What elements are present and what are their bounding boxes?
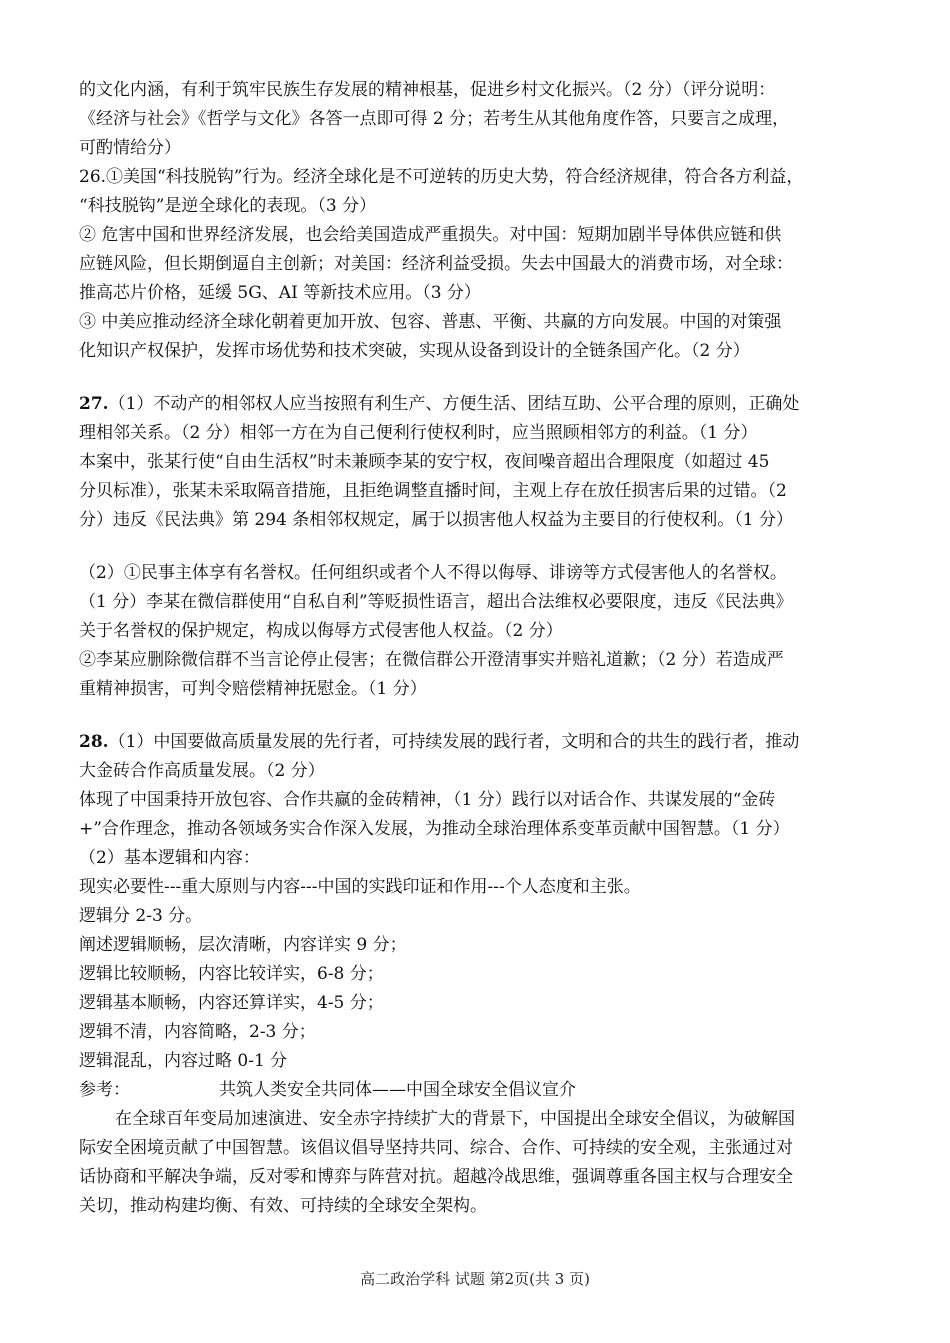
question-number: 28. xyxy=(79,732,109,752)
text-line: 本案中，张某行使“自由生活权”时未兼顾李某的安宁权，夜间噪音超出合理限度（如超过 45 xyxy=(79,452,770,472)
text-line: 重精神损害，可判令赔偿精神抚慰金。（1 分） xyxy=(79,679,427,699)
text-line: 26.①美国“科技脱钩”行为。经济全球化是不可逆转的历史大势，符合经济规律，符合各方利益， xyxy=(79,167,804,187)
text-line: （1 分）李某在微信群使用“自私自利”等贬损性语言，超出合法维权必要限度，违反《民法典》 xyxy=(79,592,793,612)
text-line: 逻辑分 2-3 分。 xyxy=(79,906,203,926)
text-line: ③ 中美应推动经济全球化朝着更加开放、包容、普惠、平衡、共赢的方向发展。中国的对策强 xyxy=(79,312,782,332)
text-line: 逻辑混乱，内容过略 0-1 分 xyxy=(79,1051,288,1071)
page-footer: 高二政治学科 试题 第2页(共 3 页) xyxy=(360,1270,590,1288)
text-line: 在全球百年变局加速演进、安全赤字持续扩大的背景下，中国提出全球安全倡议，为破解国 xyxy=(115,1109,795,1129)
text-line: ② 危害中国和世界经济发展，也会给美国造成严重损失。对中国：短期加剧半导体供应链和供 xyxy=(79,225,782,245)
text-line xyxy=(79,728,877,757)
text-line: 现实必要性---重大原则与内容---中国的实践印证和作用---个人态度和主张。 xyxy=(79,877,641,897)
question-26 xyxy=(79,163,877,366)
text-line: 分）违反《民法典》第 294 条相邻权规定，属于以损害他人权益为主要目的行使权利。（1 分） xyxy=(79,510,793,530)
text-line: 《经济与社会》《哲学与文化》各答一点即可得 2 分；若考生从其他角度作答，只要言之成理， xyxy=(79,109,790,129)
text-line: 逻辑不清，内容简略，2-3 分； xyxy=(79,1022,316,1042)
text-line: 可酌情给分） xyxy=(79,138,181,158)
question-number: 27. xyxy=(79,394,109,414)
question-27 xyxy=(79,390,877,704)
text-line: 的文化内涵，有利于筑牢民族生存发展的精神根基，促进乡村文化振兴。（2 分）（评分说明： xyxy=(79,80,776,100)
intro-block xyxy=(79,76,877,163)
text-line: 分贝标准），张某未采取隔音措施，且拒绝调整直播时间，主观上存在放任损害后果的过错。（2 xyxy=(79,481,787,501)
text-line: 体现了中国秉持开放包容、合作共赢的金砖精神，（1 分）践行以对话合作、共谋发展的“金砖 xyxy=(79,790,776,810)
text-line: 际安全困境贡献了中国智慧。该倡议倡导坚持共同、综合、合作、可持续的安全观，主张通过对 xyxy=(79,1138,793,1158)
text-run: （1）中国要做高质量发展的先行者，可持续发展的践行者，文明和合的共生的践行者，推动 xyxy=(108,732,800,752)
text-line: 推高芯片价格，延缓 5G、AI 等新技术应用。（3 分） xyxy=(79,283,481,303)
answer-page xyxy=(79,76,877,1221)
text-line: （2）基本逻辑和内容： xyxy=(79,848,260,868)
text-line: 逻辑比较顺畅，内容比较详实，6-8 分； xyxy=(79,964,384,984)
text-line: 大金砖合作高质量发展。（2 分） xyxy=(79,761,325,781)
text-line: 关于名誉权的保护规定，构成以侮辱方式侵害他人权益。（2 分） xyxy=(79,621,563,641)
text-line: 阐述逻辑顺畅，层次清晰，内容详实 9 分； xyxy=(79,935,407,955)
text-line: 逻辑基本顺畅，内容还算详实，4-5 分； xyxy=(79,993,384,1013)
text-line: 应链风险，但长期倒逼自主创新；对美国：经济利益受损。失去中国最大的消费市场，对全球： xyxy=(79,254,793,274)
question-28 xyxy=(79,728,877,1221)
reference-label: 参考： xyxy=(79,1080,130,1100)
text-line xyxy=(79,390,877,419)
text-line: 话协商和平解决争端，反对零和博弈与阵营对抗。超越冷战思维，强调尊重各国主权与合理安全 xyxy=(79,1167,793,1187)
text-line: “科技脱钩”是逆全球化的表现。（3 分） xyxy=(79,196,377,216)
text-line: （2）①民事主体享有名誉权。任何组织或者个人不得以侮辱、诽谤等方式侵害他人的名誉权。 xyxy=(79,563,787,583)
reference-heading xyxy=(79,1076,877,1105)
text-line: ②李某应删除微信群不当言论停止侵害；在微信群公开澄清事实并赔礼道歉；（2 分）若造成严 xyxy=(79,650,784,670)
text-line: 关切，推动构建均衡、有效、可持续的全球安全架构。 xyxy=(79,1196,487,1216)
reference-title: 共筑人类安全共同体——中国全球安全倡议宣介 xyxy=(219,1080,576,1100)
text-line: 化知识产权保护，发挥市场优势和技术突破，实现从设备到设计的全链条国产化。（2 分） xyxy=(79,341,750,361)
text-line: +”合作理念，推动各领域务实合作深入发展，为推动全球治理体系变革贡献中国智慧。（1 分） xyxy=(79,819,790,839)
text-run: （1）不动产的相邻权人应当按照有利生产、方便生活、团结互助、公平合理的原则，正确处 xyxy=(108,394,800,414)
text-line: 理相邻关系。（2 分）相邻一方在为自己便利行使权利时，应当照顾相邻方的利益。（1 分） xyxy=(79,423,758,443)
